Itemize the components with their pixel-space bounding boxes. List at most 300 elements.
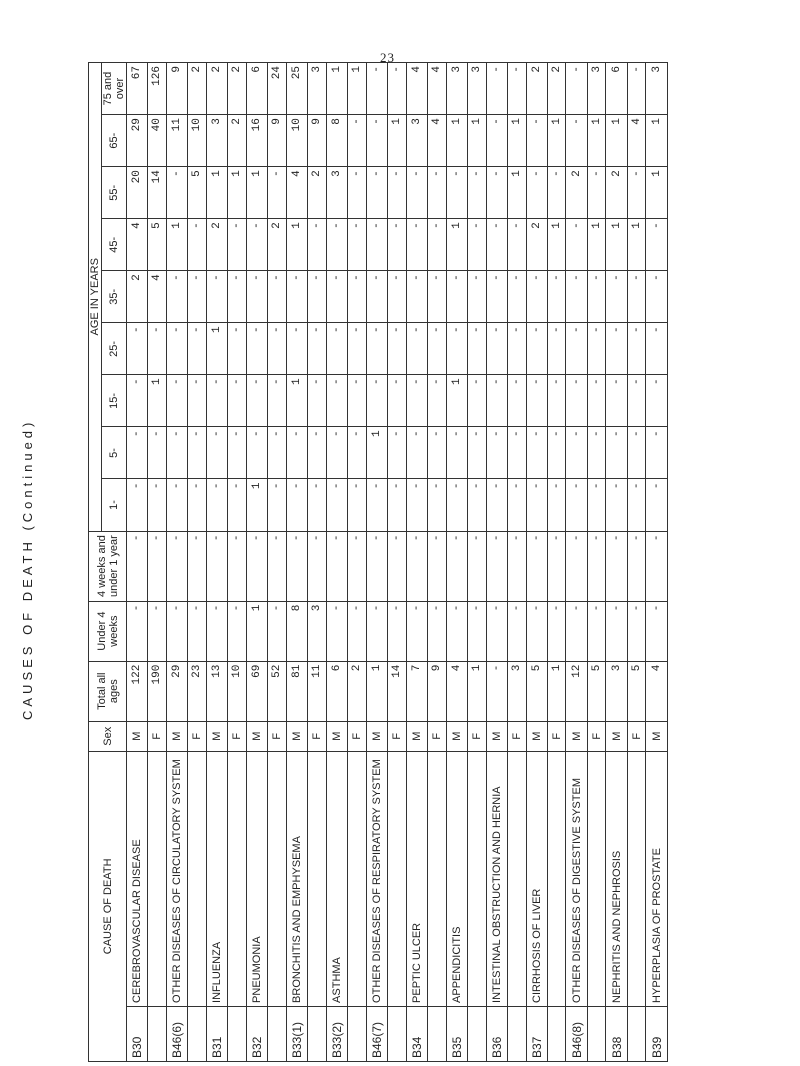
value-cell: -	[388, 375, 407, 427]
value-cell: 67	[127, 63, 148, 115]
value-cell: -	[468, 375, 487, 427]
value-cell: -	[646, 531, 668, 601]
value-cell: -	[348, 271, 367, 323]
value-cell: 3	[446, 63, 467, 115]
sex-cell: M	[406, 721, 427, 751]
value-cell: -	[606, 531, 627, 601]
value-cell: 1	[587, 115, 606, 167]
value-cell: 3	[507, 661, 526, 721]
value-cell: -	[566, 271, 587, 323]
table-row	[206, 63, 227, 1062]
value-cell: -	[606, 427, 627, 479]
cause-code: B46(6)	[166, 1006, 187, 1061]
value-cell: -	[366, 115, 387, 167]
value-cell: -	[388, 531, 407, 601]
value-cell: -	[406, 531, 427, 601]
value-cell: 40	[148, 115, 167, 167]
value-cell: -	[228, 531, 247, 601]
value-cell: 8	[286, 601, 307, 661]
value-cell: -	[228, 427, 247, 479]
value-cell: -	[486, 167, 507, 219]
cause-name: CEREBROVASCULAR DISEASE	[127, 751, 148, 1006]
value-cell: -	[228, 375, 247, 427]
value-cell: -	[127, 531, 148, 601]
value-cell: 13	[206, 661, 227, 721]
value-cell: -	[468, 427, 487, 479]
value-cell: 1	[507, 167, 526, 219]
value-cell: -	[547, 601, 566, 661]
sex-cell: M	[446, 721, 467, 751]
sex-cell: M	[526, 721, 547, 751]
cause-code	[268, 1006, 287, 1061]
cause-code	[507, 1006, 526, 1061]
table-row	[406, 63, 427, 1062]
value-cell: 6	[326, 661, 347, 721]
table-container	[88, 62, 668, 1062]
sex-cell: M	[206, 721, 227, 751]
value-cell: 1	[286, 375, 307, 427]
value-cell: 29	[166, 661, 187, 721]
sex-cell: F	[148, 721, 167, 751]
value-cell: -	[566, 375, 587, 427]
value-cell: 4	[127, 219, 148, 271]
value-cell: 1	[286, 219, 307, 271]
cause-name	[547, 751, 566, 1006]
value-cell: 1	[166, 219, 187, 271]
value-cell: -	[547, 479, 566, 531]
table-row	[246, 63, 267, 1062]
cause-name: CIRRHOSIS OF LIVER	[526, 751, 547, 1006]
value-cell: -	[627, 63, 646, 115]
value-cell: -	[388, 479, 407, 531]
value-cell: -	[268, 271, 287, 323]
value-cell: -	[127, 323, 148, 375]
value-cell: -	[406, 167, 427, 219]
value-cell: 1	[348, 63, 367, 115]
table-row	[606, 63, 627, 1062]
value-cell: -	[366, 531, 387, 601]
value-cell: -	[366, 219, 387, 271]
value-cell: -	[188, 271, 207, 323]
value-cell: -	[188, 479, 207, 531]
value-cell: 14	[388, 661, 407, 721]
value-cell: 4	[446, 661, 467, 721]
value-cell: -	[286, 271, 307, 323]
value-cell: -	[486, 427, 507, 479]
sex-cell: F	[587, 721, 606, 751]
value-cell: -	[388, 601, 407, 661]
value-cell: -	[646, 271, 668, 323]
value-cell: -	[428, 167, 447, 219]
value-cell: 12	[566, 661, 587, 721]
value-cell: 11	[308, 661, 327, 721]
value-cell: 24	[268, 63, 287, 115]
cause-name: HYPERPLASIA OF PROSTATE	[646, 751, 668, 1006]
value-cell: 4	[406, 63, 427, 115]
cause-name: BRONCHITIS AND EMPHYSEMA	[286, 751, 307, 1006]
value-cell: -	[446, 479, 467, 531]
value-cell: 3	[308, 601, 327, 661]
value-cell: -	[206, 375, 227, 427]
value-cell: 10	[228, 661, 247, 721]
page-number: 23	[380, 50, 395, 65]
value-cell: -	[308, 375, 327, 427]
value-cell: -	[366, 271, 387, 323]
value-cell: -	[348, 531, 367, 601]
value-cell: -	[326, 375, 347, 427]
value-cell: -	[566, 427, 587, 479]
value-cell: 9	[308, 115, 327, 167]
value-cell: -	[566, 115, 587, 167]
value-cell: -	[127, 479, 148, 531]
side-title	[20, 420, 50, 720]
value-cell: 4	[627, 115, 646, 167]
value-cell: 5	[526, 661, 547, 721]
value-cell: 2	[526, 219, 547, 271]
value-cell: -	[428, 479, 447, 531]
cause-code	[148, 1006, 167, 1061]
value-cell: -	[627, 427, 646, 479]
sex-cell: F	[547, 721, 566, 751]
value-cell: -	[627, 271, 646, 323]
value-cell: -	[206, 427, 227, 479]
value-cell: -	[148, 531, 167, 601]
value-cell: -	[326, 479, 347, 531]
value-cell: -	[326, 531, 347, 601]
value-cell: -	[646, 479, 668, 531]
header-4-weeks-1-year: 4 weeks and under 1 year	[89, 531, 127, 601]
value-cell: -	[348, 479, 367, 531]
sex-cell: M	[127, 721, 148, 751]
value-cell: -	[566, 323, 587, 375]
value-cell: -	[166, 601, 187, 661]
value-cell: -	[428, 601, 447, 661]
value-cell: -	[166, 531, 187, 601]
value-cell: -	[206, 531, 227, 601]
header-under-4-weeks: Under 4 weeks	[89, 601, 127, 661]
value-cell: -	[646, 427, 668, 479]
value-cell: -	[286, 427, 307, 479]
value-cell: 1	[446, 115, 467, 167]
value-cell: -	[468, 601, 487, 661]
value-cell: -	[127, 375, 148, 427]
cause-code	[388, 1006, 407, 1061]
value-cell: -	[286, 531, 307, 601]
cause-name: PEPTIC ULCER	[406, 751, 427, 1006]
cause-name	[228, 751, 247, 1006]
table-row	[268, 63, 287, 1062]
value-cell: -	[228, 601, 247, 661]
sex-cell: M	[366, 721, 387, 751]
value-cell: -	[246, 531, 267, 601]
value-cell: 29	[127, 115, 148, 167]
table-row	[587, 63, 606, 1062]
value-cell: 3	[406, 115, 427, 167]
value-cell: -	[526, 479, 547, 531]
value-cell: -	[326, 427, 347, 479]
value-cell: -	[348, 167, 367, 219]
sex-cell: M	[166, 721, 187, 751]
cause-code	[468, 1006, 487, 1061]
value-cell: -	[308, 219, 327, 271]
value-cell: 20	[127, 167, 148, 219]
value-cell: 1	[206, 323, 227, 375]
value-cell: -	[406, 479, 427, 531]
header-age-0: 1-	[102, 479, 127, 531]
cause-code: B38	[606, 1006, 627, 1061]
value-cell: -	[526, 323, 547, 375]
value-cell: -	[587, 531, 606, 601]
table-row	[486, 63, 507, 1062]
value-cell: -	[587, 427, 606, 479]
value-cell: 2	[188, 63, 207, 115]
value-cell: -	[148, 601, 167, 661]
sex-cell: F	[268, 721, 287, 751]
value-cell: -	[366, 63, 387, 115]
value-cell: -	[507, 531, 526, 601]
value-cell: 2	[526, 63, 547, 115]
table-row	[566, 63, 587, 1062]
value-cell: -	[166, 271, 187, 323]
value-cell: -	[188, 219, 207, 271]
table-row	[326, 63, 347, 1062]
value-cell: -	[587, 375, 606, 427]
value-cell: -	[507, 63, 526, 115]
cause-name	[468, 751, 487, 1006]
value-cell: 69	[246, 661, 267, 721]
value-cell: -	[566, 601, 587, 661]
value-cell: -	[646, 601, 668, 661]
value-cell: 5	[188, 167, 207, 219]
cause-name	[148, 751, 167, 1006]
value-cell: -	[308, 479, 327, 531]
header-age-group: AGE IN YEARS	[89, 63, 102, 532]
value-cell: -	[308, 271, 327, 323]
header-age-8: 75 and over	[102, 63, 127, 115]
value-cell: 2	[566, 167, 587, 219]
value-cell: -	[627, 531, 646, 601]
header-age-3: 25-	[102, 323, 127, 375]
value-cell: -	[566, 219, 587, 271]
value-cell: -	[646, 323, 668, 375]
table-row	[188, 63, 207, 1062]
sex-cell: F	[507, 721, 526, 751]
value-cell: 3	[587, 63, 606, 115]
value-cell: 14	[148, 167, 167, 219]
value-cell: 25	[286, 63, 307, 115]
value-cell: -	[228, 219, 247, 271]
value-cell: 1	[246, 601, 267, 661]
cause-name: PNEUMONIA	[246, 751, 267, 1006]
table-row	[166, 63, 187, 1062]
sex-cell: F	[348, 721, 367, 751]
table-row	[428, 63, 447, 1062]
value-cell: -	[428, 219, 447, 271]
value-cell: -	[406, 375, 427, 427]
table-row	[148, 63, 167, 1062]
rotated-table	[88, 62, 668, 1062]
value-cell: -	[646, 219, 668, 271]
value-cell: 9	[166, 63, 187, 115]
cause-name: OTHER DISEASES OF RESPIRATORY SYSTEM	[366, 751, 387, 1006]
value-cell: -	[428, 271, 447, 323]
value-cell: 1	[468, 115, 487, 167]
cause-code: B46(7)	[366, 1006, 387, 1061]
header-sex: Sex	[89, 721, 127, 751]
value-cell: 16	[246, 115, 267, 167]
value-cell: 1	[507, 115, 526, 167]
value-cell: -	[206, 271, 227, 323]
value-cell: -	[268, 479, 287, 531]
value-cell: -	[166, 167, 187, 219]
value-cell: -	[566, 63, 587, 115]
value-cell: -	[627, 601, 646, 661]
value-cell: -	[268, 167, 287, 219]
table-row	[348, 63, 367, 1062]
header-age-4: 35-	[102, 271, 127, 323]
value-cell: -	[326, 323, 347, 375]
sex-cell: M	[646, 721, 668, 751]
value-cell: 2	[348, 661, 367, 721]
sex-cell: F	[188, 721, 207, 751]
table-row	[446, 63, 467, 1062]
value-cell: 1	[646, 115, 668, 167]
cause-code: B35	[446, 1006, 467, 1061]
cause-code: B31	[206, 1006, 227, 1061]
sex-cell: F	[428, 721, 447, 751]
value-cell: -	[326, 271, 347, 323]
value-cell: -	[547, 167, 566, 219]
value-cell: -	[566, 479, 587, 531]
value-cell: -	[627, 479, 646, 531]
value-cell: 3	[308, 63, 327, 115]
value-cell: -	[388, 271, 407, 323]
value-cell: -	[406, 219, 427, 271]
value-cell: 1	[646, 167, 668, 219]
value-cell: -	[526, 427, 547, 479]
header-age-2: 15-	[102, 375, 127, 427]
value-cell: 4	[646, 661, 668, 721]
sex-cell: M	[246, 721, 267, 751]
value-cell: -	[486, 271, 507, 323]
cause-code	[308, 1006, 327, 1061]
value-cell: -	[388, 63, 407, 115]
value-cell: -	[406, 427, 427, 479]
cause-code: B39	[646, 1006, 668, 1061]
value-cell: -	[446, 601, 467, 661]
table-row	[507, 63, 526, 1062]
value-cell: -	[507, 323, 526, 375]
value-cell: -	[166, 479, 187, 531]
value-cell: -	[308, 427, 327, 479]
cause-name	[348, 751, 367, 1006]
value-cell: -	[206, 479, 227, 531]
cause-name	[308, 751, 327, 1006]
value-cell: -	[228, 323, 247, 375]
value-cell: 2	[228, 63, 247, 115]
value-cell: 1	[246, 479, 267, 531]
value-cell: -	[348, 601, 367, 661]
value-cell: -	[446, 427, 467, 479]
cause-code: B33(1)	[286, 1006, 307, 1061]
value-cell: 4	[148, 271, 167, 323]
value-cell: 126	[148, 63, 167, 115]
value-cell: -	[547, 375, 566, 427]
value-cell: -	[188, 323, 207, 375]
value-cell: 5	[627, 661, 646, 721]
value-cell: 10	[188, 115, 207, 167]
value-cell: -	[268, 531, 287, 601]
value-cell: -	[366, 323, 387, 375]
value-cell: -	[246, 219, 267, 271]
value-cell: -	[486, 661, 507, 721]
value-cell: 3	[206, 115, 227, 167]
value-cell: -	[228, 479, 247, 531]
value-cell: -	[627, 323, 646, 375]
value-cell: -	[587, 323, 606, 375]
cause-name	[268, 751, 287, 1006]
value-cell: 122	[127, 661, 148, 721]
value-cell: -	[606, 375, 627, 427]
cause-code: B30	[127, 1006, 148, 1061]
value-cell: 2	[547, 63, 566, 115]
value-cell: -	[366, 167, 387, 219]
value-cell: -	[188, 601, 207, 661]
value-cell: -	[547, 271, 566, 323]
table-row	[366, 63, 387, 1062]
value-cell: -	[308, 323, 327, 375]
value-cell: 1	[388, 115, 407, 167]
value-cell: 1	[228, 167, 247, 219]
value-cell: -	[166, 323, 187, 375]
value-cell: -	[268, 323, 287, 375]
value-cell: -	[148, 427, 167, 479]
value-cell: 1	[326, 63, 347, 115]
value-cell: -	[606, 601, 627, 661]
value-cell: -	[348, 323, 367, 375]
value-cell: -	[348, 219, 367, 271]
cause-name	[428, 751, 447, 1006]
cause-name: NEPHRITIS AND NEPHROSIS	[606, 751, 627, 1006]
value-cell: -	[526, 601, 547, 661]
value-cell: 10	[286, 115, 307, 167]
value-cell: -	[507, 271, 526, 323]
value-cell: 2	[206, 219, 227, 271]
value-cell: -	[348, 375, 367, 427]
value-cell: -	[166, 427, 187, 479]
value-cell: 5	[148, 219, 167, 271]
value-cell: 4	[286, 167, 307, 219]
value-cell: 1	[606, 219, 627, 271]
value-cell: -	[326, 601, 347, 661]
causes-table	[88, 62, 668, 1062]
header-cause: CAUSE OF DEATH	[89, 751, 127, 1061]
value-cell: 4	[428, 63, 447, 115]
value-cell: 6	[246, 63, 267, 115]
value-cell: -	[486, 63, 507, 115]
value-cell: -	[486, 375, 507, 427]
value-cell: -	[507, 219, 526, 271]
value-cell: 3	[646, 63, 668, 115]
value-cell: -	[486, 219, 507, 271]
value-cell: -	[366, 479, 387, 531]
value-cell: 2	[308, 167, 327, 219]
value-cell: -	[268, 375, 287, 427]
value-cell: -	[206, 601, 227, 661]
table-row	[228, 63, 247, 1062]
value-cell: -	[428, 375, 447, 427]
value-cell: 52	[268, 661, 287, 721]
